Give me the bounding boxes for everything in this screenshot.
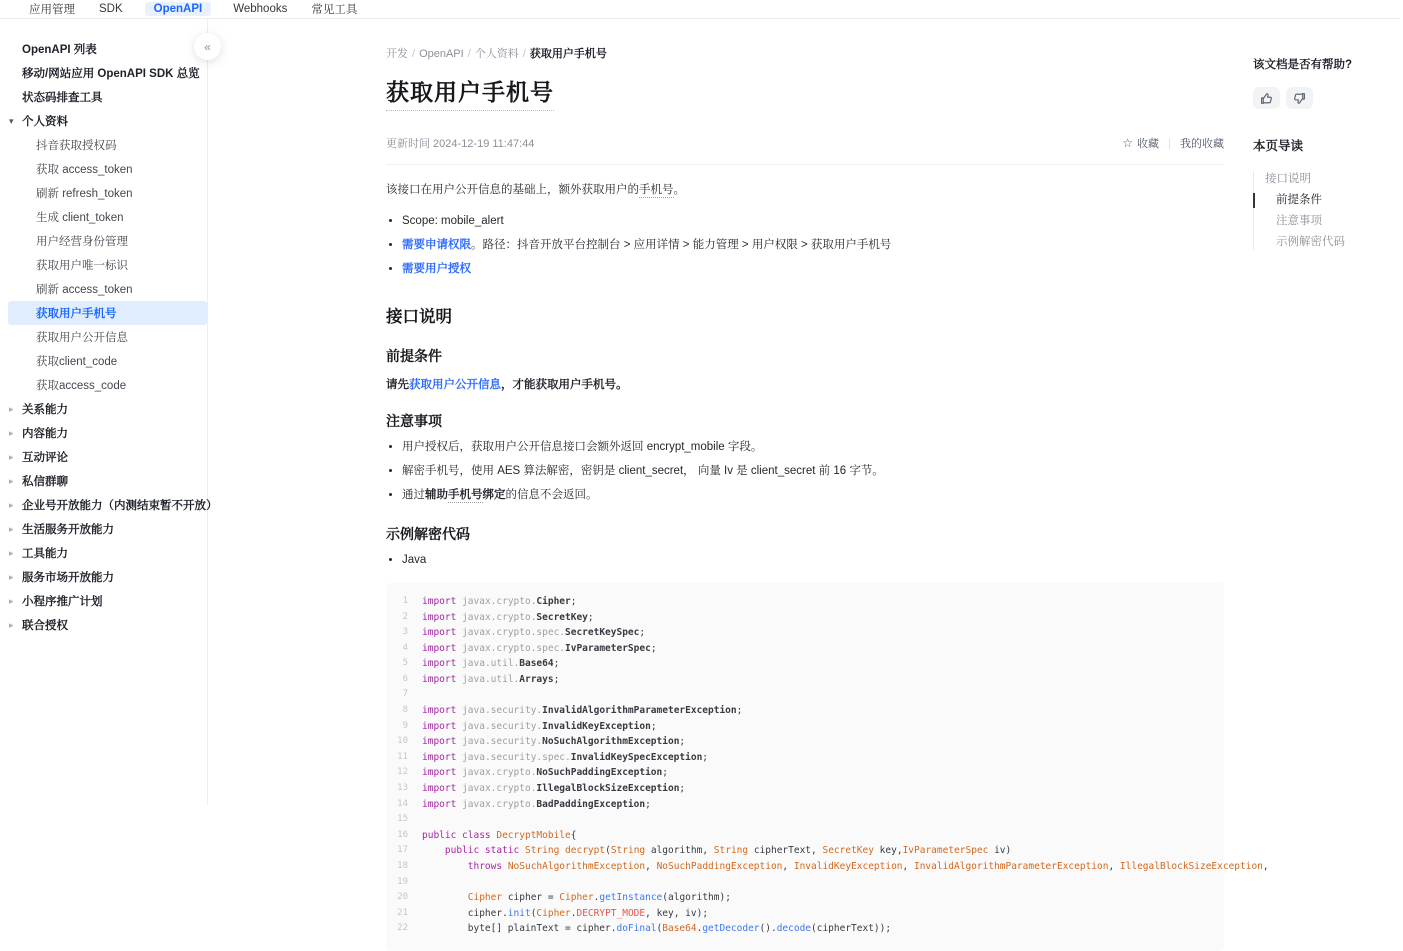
sidebar-group-label: 个人资料: [22, 116, 68, 128]
sidebar-subitem-selected[interactable]: 获取用户手机号: [8, 301, 207, 325]
line-number: 22: [397, 923, 408, 934]
sidebar-item-openapi-list[interactable]: OpenAPI 列表: [22, 44, 97, 56]
note-item: • 用户授权后，获取用户公开信息接口会额外返回 encrypt_mobile 字段。: [402, 438, 1224, 457]
code-line: 5 import java.util.Base64;: [386, 656, 1208, 672]
permission-bullet: • 需要申请权限。路径：抖音开放平台控制台 > 应用详情 > 能力管理 > 用户权限 > 获取用户手机号: [402, 236, 1224, 255]
updated-timestamp: 更新时间 2024-12-19 11:47:44: [386, 138, 535, 151]
article: [386, 19, 1269, 951]
scope-bullet: • Scope: mobile_alert: [402, 212, 1224, 231]
sidebar-subitem[interactable]: 获取client_code: [36, 356, 118, 368]
chevron-right-icon: ▸: [9, 619, 14, 630]
toc-item[interactable]: 前提条件: [1253, 190, 1403, 211]
glossary-term[interactable]: 手机号: [448, 488, 483, 501]
sidebar-subitem[interactable]: 获取用户唯一标识: [36, 260, 128, 272]
toc-item[interactable]: 接口说明: [1265, 173, 1311, 185]
line-number: 17: [397, 845, 408, 856]
thumbs-down-button[interactable]: [1286, 87, 1313, 109]
section-sample-code: 示例解密代码: [386, 525, 470, 542]
code-line: 9 import java.security.InvalidKeyException;: [386, 719, 1208, 735]
breadcrumb-separator: /: [467, 48, 471, 60]
code-line: 4 import javax.crypto.spec.IvParameterSpec;: [386, 641, 1208, 657]
code-line: 18 throws NoSuchAlgorithmException, NoSuchPaddingException, InvalidKeyException, InvalidAlgorithmParameterException, IllegalBlockSizeException,: [386, 859, 1208, 875]
sidebar-subitem[interactable]: 抖音获取授权码: [36, 140, 117, 152]
line-number: 21: [397, 907, 408, 918]
sidebar-collapsed-groups: [0, 397, 218, 637]
page-title: 获取用户手机号: [386, 74, 554, 111]
code-line: 10 import java.security.NoSuchAlgorithmException;: [386, 734, 1208, 750]
line-number: 2: [402, 611, 408, 622]
intro-bullet-list: [386, 212, 1224, 279]
note-item: • 解密手机号，使用 AES 算法解密，密钥是 client_secret， 向量 Iv 是 client_secret 前 16 字节。: [402, 462, 1224, 481]
line-number: 11: [397, 751, 408, 762]
line-number: 3: [402, 627, 408, 638]
tab-openapi[interactable]: OpenAPI: [145, 2, 212, 16]
code-line: 22 byte[] plainText = cipher.doFinal(Base64.getDecoder().decode(cipherText));: [386, 921, 1208, 937]
code-line: 8 import java.security.InvalidAlgorithmParameterException;: [386, 703, 1208, 719]
code-line: 17 public static String decrypt(String algorithm, String cipherText, SecretKey key,IvParameterSpec iv): [386, 843, 1208, 859]
get-public-info-link[interactable]: 获取用户公开信息: [409, 378, 501, 391]
code-line: 3 import javax.crypto.spec.SecretKeySpec;: [386, 625, 1208, 641]
sidebar-group-collapsed[interactable]: [0, 469, 207, 493]
sidebar-group-label: 生活服务开放能力: [22, 524, 114, 536]
chevron-right-icon: ▸: [9, 451, 14, 462]
collapse-chevrons-icon: «: [204, 39, 211, 54]
language-bullet: • Java: [402, 551, 1224, 570]
sidebar-group-collapsed[interactable]: [0, 445, 207, 469]
line-number: 1: [402, 595, 408, 606]
tab-app-management[interactable]: 应用管理: [29, 4, 75, 16]
line-number: 19: [397, 876, 408, 887]
code-line: 6 import java.util.Arrays;: [386, 672, 1208, 688]
code-line: 12 import javax.crypto.NoSuchPaddingException;: [386, 765, 1208, 781]
language-bullet-list: [386, 551, 1224, 570]
feedback-buttons: [1253, 87, 1403, 109]
sidebar-group-label: 企业号开放能力（内测结束暂不开放）: [22, 500, 218, 512]
code-line: [386, 812, 1208, 828]
sidebar-group-label: 服务市场开放能力: [22, 572, 114, 584]
tab-common-tools[interactable]: 常见工具: [311, 4, 358, 16]
sidebar-group-label: 互动评论: [22, 452, 68, 464]
line-number: 6: [402, 673, 408, 684]
chevron-right-icon: ▸: [9, 595, 14, 606]
tab-webhooks[interactable]: Webhooks: [233, 3, 288, 15]
breadcrumb-dev[interactable]: 开发: [386, 48, 408, 60]
chevron-right-icon: ▸: [9, 475, 14, 486]
intro-paragraph: 该接口在用户公开信息的基础上，额外获取用户的手机号。: [386, 184, 685, 197]
toc-title: 本页导读: [1253, 139, 1304, 153]
line-number: 14: [397, 798, 408, 809]
sidebar-group-label: 小程序推广计划: [22, 596, 103, 608]
line-number: 13: [397, 783, 408, 794]
top-navigation: [0, 0, 1400, 19]
line-number: 18: [397, 861, 408, 871]
thumbs-down-icon: [1293, 92, 1306, 105]
sidebar-subitem[interactable]: 生成 client_token: [36, 212, 124, 224]
my-favorites-button[interactable]: [1180, 135, 1224, 151]
sidebar-subitem[interactable]: 刷新 access_token: [36, 284, 133, 296]
sidebar-item-sdk-overview[interactable]: 移动/网站应用 OpenAPI SDK 总览: [22, 68, 200, 80]
vertical-divider: [1169, 138, 1170, 149]
chevron-right-icon: ▸: [9, 427, 14, 438]
code-line: 11 import java.security.spec.InvalidKeySpecException;: [386, 750, 1208, 766]
line-number: 20: [397, 892, 408, 903]
glossary-term[interactable]: 手机号: [639, 184, 674, 197]
line-number: 10: [397, 736, 408, 747]
chevron-right-icon: ▸: [9, 571, 14, 582]
chevron-right-icon: ▸: [9, 523, 14, 534]
chevron-right-icon: ▸: [9, 499, 14, 510]
header-divider: [386, 164, 1224, 165]
line-number: 9: [402, 720, 408, 731]
feedback-question: 该文档是否有帮助?: [1253, 59, 1353, 71]
sidebar-subitem[interactable]: 获取 access_token: [36, 164, 133, 176]
sidebar-group-collapsed[interactable]: [0, 613, 207, 637]
breadcrumb: [386, 45, 1224, 61]
main-area: [208, 19, 1400, 935]
sidebar-item-statuscode-tool[interactable]: 状态码排查工具: [22, 92, 103, 104]
line-number: 4: [402, 642, 408, 653]
sidebar-group-collapsed[interactable]: [0, 397, 207, 421]
line-number: 5: [402, 658, 408, 669]
thumbs-up-icon: [1260, 92, 1273, 105]
code-line: 20 Cipher cipher = Cipher.getInstance(algorithm);: [386, 890, 1208, 906]
code-line: 2 import javax.crypto.SecretKey;: [386, 610, 1208, 626]
chevron-down-icon: ▾: [9, 115, 14, 126]
code-block[interactable]: [386, 583, 1269, 951]
code-line: 13 import javax.crypto.IllegalBlockSizeException;: [386, 781, 1208, 797]
breadcrumb-current: 获取用户手机号: [529, 48, 607, 60]
sidebar-subitem[interactable]: 用户经营身份管理: [36, 236, 128, 248]
sidebar-subitem[interactable]: 获取用户公开信息: [36, 332, 128, 344]
line-number: 15: [397, 814, 408, 825]
code-line: 16 public class DecryptMobile{: [386, 828, 1208, 844]
sidebar-group-label: 联合授权: [22, 620, 68, 632]
thumbs-up-button[interactable]: [1253, 87, 1280, 109]
prerequisite-paragraph: 请先获取用户公开信息，才能获取用户手机号。: [386, 378, 628, 391]
chevron-right-icon: ▸: [9, 403, 14, 414]
sidebar-group-collapsed[interactable]: [0, 565, 207, 589]
breadcrumb-separator: /: [412, 48, 416, 60]
sidebar-group-collapsed[interactable]: [0, 421, 207, 445]
line-number: 12: [397, 767, 408, 778]
section-notes: 注意事项: [386, 412, 442, 429]
sidebar-group-collapsed[interactable]: [0, 541, 207, 565]
sidebar-group-collapsed[interactable]: [0, 589, 207, 613]
code-line: 21 cipher.init(Cipher.DECRYPT_MODE, key, iv);: [386, 906, 1208, 922]
sidebar-group-collapsed[interactable]: [0, 517, 207, 541]
auth-bullet: [402, 260, 1224, 279]
apply-permission-link[interactable]: 需要申请权限: [402, 238, 471, 251]
sidebar-group-label: 工具能力: [22, 548, 68, 560]
code-line: [386, 687, 1208, 703]
note-item: • 通过辅助手机号绑定的信息不会返回。: [402, 486, 1224, 505]
toc-item[interactable]: 示例解密代码: [1276, 236, 1345, 248]
toc-item[interactable]: 注意事项: [1276, 215, 1322, 227]
code-line: 14 import javax.crypto.BadPaddingException;: [386, 797, 1208, 813]
section-prerequisites: 前提条件: [386, 347, 442, 364]
favorite-button[interactable]: [1122, 135, 1159, 151]
breadcrumb-openapi[interactable]: OpenAPI: [419, 48, 464, 60]
line-number: 16: [397, 829, 408, 840]
sidebar-group-label: 私信群聊: [22, 476, 68, 488]
sidebar-sublist: [0, 133, 207, 397]
sidebar-group-personal-info[interactable]: [0, 109, 207, 133]
line-number: 7: [402, 689, 408, 700]
section-api-description: 接口说明: [386, 307, 452, 326]
sidebar-subitem[interactable]: 获取access_code: [36, 380, 127, 392]
sidebar-subitem[interactable]: 刷新 refresh_token: [36, 188, 133, 200]
meta-row: [386, 135, 1224, 151]
breadcrumb-personal[interactable]: 个人资料: [474, 48, 519, 60]
user-auth-link[interactable]: 需要用户授权: [402, 262, 471, 275]
breadcrumb-separator: /: [522, 48, 526, 60]
sidebar-group-label: 关系能力: [22, 404, 68, 416]
sidebar: [0, 19, 218, 805]
star-icon: ☆: [1122, 136, 1133, 151]
sidebar-group-label: 内容能力: [22, 428, 68, 440]
favorite-label: 收藏: [1137, 138, 1159, 151]
tab-sdk[interactable]: SDK: [99, 3, 123, 15]
sidebar-collapse-button[interactable]: [194, 33, 221, 60]
line-number: 8: [402, 705, 408, 716]
my-favorites-label: 我的收藏: [1180, 138, 1224, 151]
right-panel: [1253, 19, 1403, 253]
code-line: [386, 875, 1208, 891]
sidebar-group-collapsed[interactable]: [0, 493, 218, 517]
toc-list: [1253, 169, 1403, 253]
chevron-right-icon: ▸: [9, 547, 14, 558]
notes-bullet-list: [386, 438, 1224, 505]
code-line: 1 import javax.crypto.Cipher;: [386, 594, 1208, 610]
